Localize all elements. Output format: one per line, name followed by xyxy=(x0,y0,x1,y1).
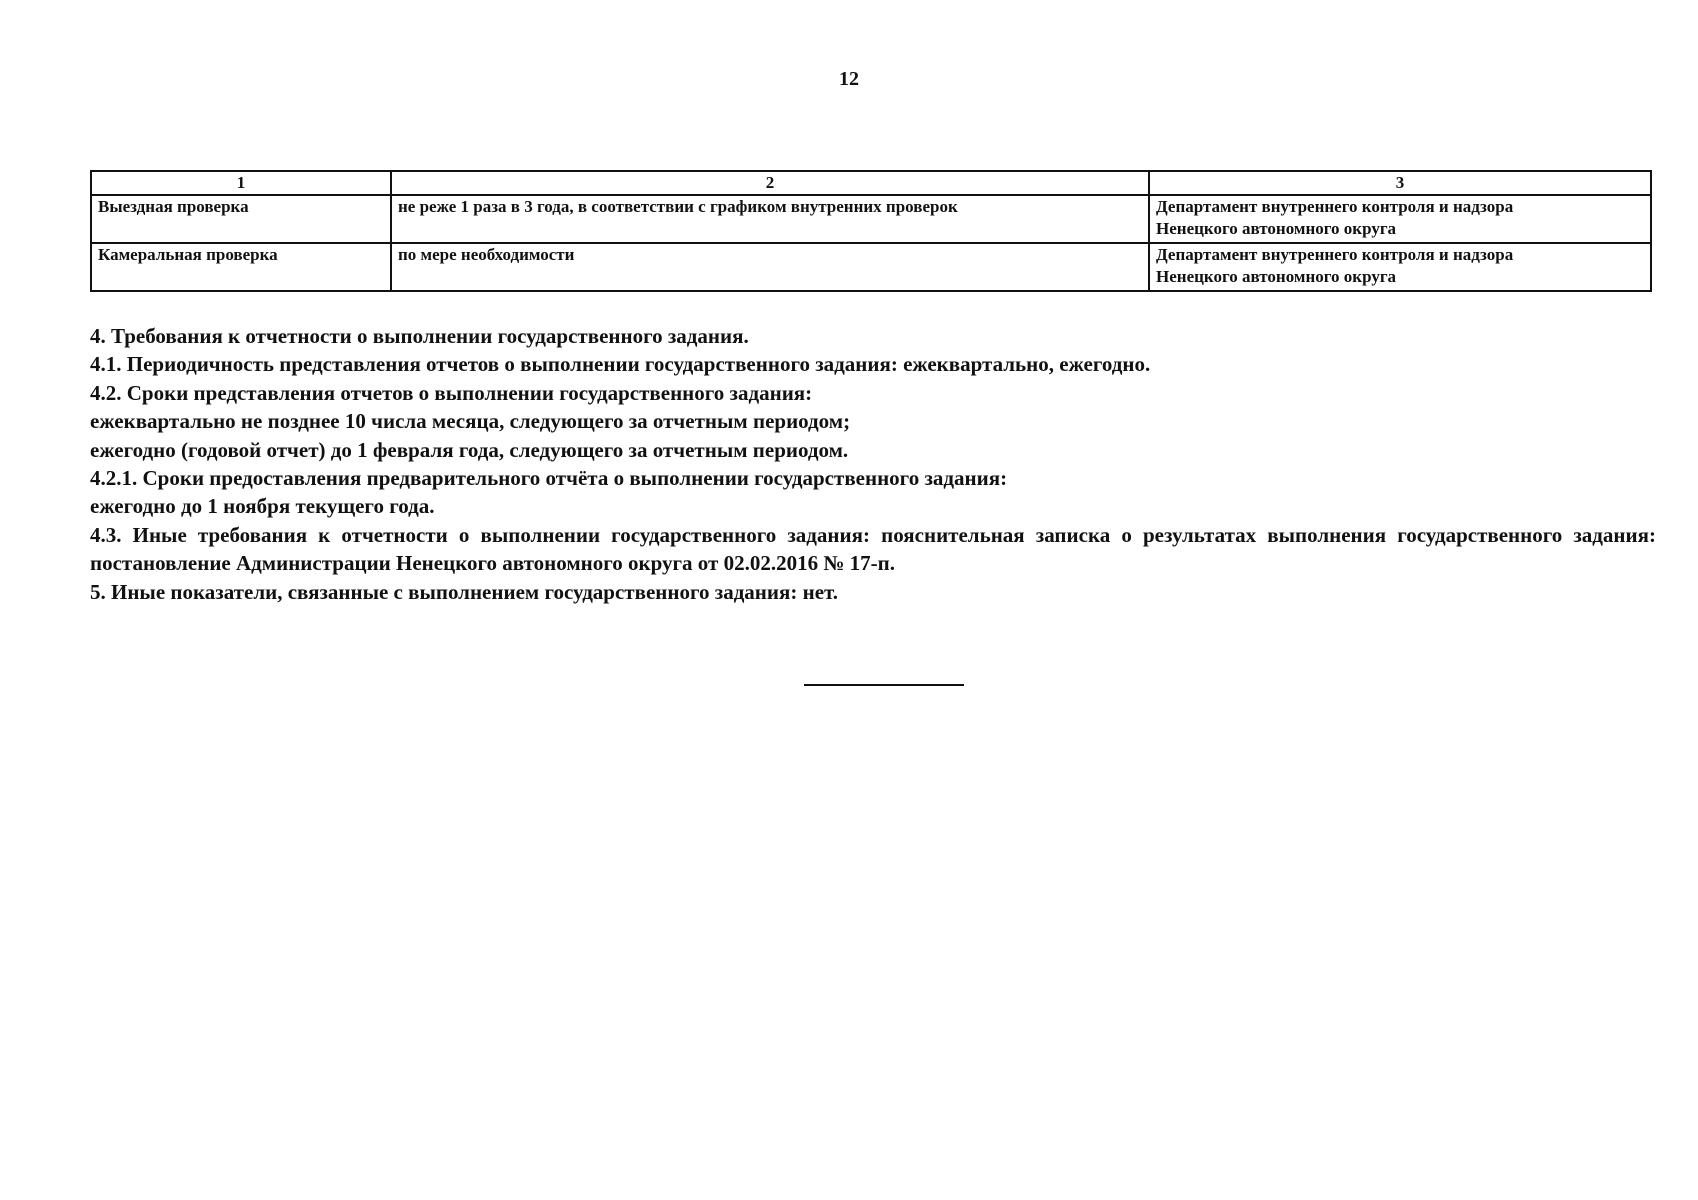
paragraph-4-2-annual: ежегодно (годовой отчет) до 1 февраля года, следующего за отчетным периодом. xyxy=(90,437,849,462)
authority-line: Департамент внутреннего контроля и надзора xyxy=(1156,245,1514,264)
authority-line: Ненецкого автономного округа xyxy=(1156,219,1397,238)
column-header: 2 xyxy=(391,171,1149,195)
page-number: 12 xyxy=(839,68,859,90)
frequency-cell: не реже 1 раза в 3 года, в соответствии с графиком внутренних проверок xyxy=(391,195,1149,243)
paragraph-4-2: 4.2. Сроки представления отчетов о выполнении государственного задания: xyxy=(90,380,813,405)
table-row xyxy=(91,243,1651,291)
authority-line: Департамент внутреннего контроля и надзора xyxy=(1156,197,1514,216)
authority-cell xyxy=(1149,195,1651,243)
table-header-row xyxy=(91,171,1651,195)
paragraph-4-2-quarterly: ежеквартально не позднее 10 числа месяца, следующего за отчетным периодом; xyxy=(90,409,851,434)
column-header: 1 xyxy=(91,171,391,195)
paragraph-4: 4. Требования к отчетности о выполнении государственного задания. xyxy=(90,324,749,348)
table-row xyxy=(91,195,1651,243)
paragraph-4-3: 4.3. Иные требования к отчетности о выполнении государственного задания: пояснительная записка о результатах выполнения государственного задания: постановление Администрации Ненецкого автономного округа от 02.02.2016 № 17-п. xyxy=(90,522,1656,576)
paragraph-5: 5. Иные показатели, связанные с выполнением государственного задания: нет. xyxy=(90,579,839,604)
inspection-type-cell: Выездная проверка xyxy=(91,195,391,243)
authority-line: Ненецкого автономного округа xyxy=(1156,267,1397,286)
paragraph-4-2-1: 4.2.1. Сроки предоставления предварительного отчёта о выполнении государственного задания: xyxy=(90,466,1008,491)
authority-cell xyxy=(1149,243,1651,291)
reporting-requirements-section xyxy=(90,322,1656,606)
paragraph-4-1: 4.1. Периодичность представления отчетов о выполнении государственного задания: ежеквартально, ежегодно. xyxy=(90,352,1151,377)
control-table xyxy=(90,170,1652,292)
frequency-cell: по мере необходимости xyxy=(391,243,1149,291)
paragraph-4-2-1-deadline: ежегодно до 1 ноября текущего года. xyxy=(90,494,435,519)
inspection-type-cell: Камеральная проверка xyxy=(91,243,391,291)
end-divider xyxy=(804,684,964,686)
column-header: 3 xyxy=(1149,171,1651,195)
